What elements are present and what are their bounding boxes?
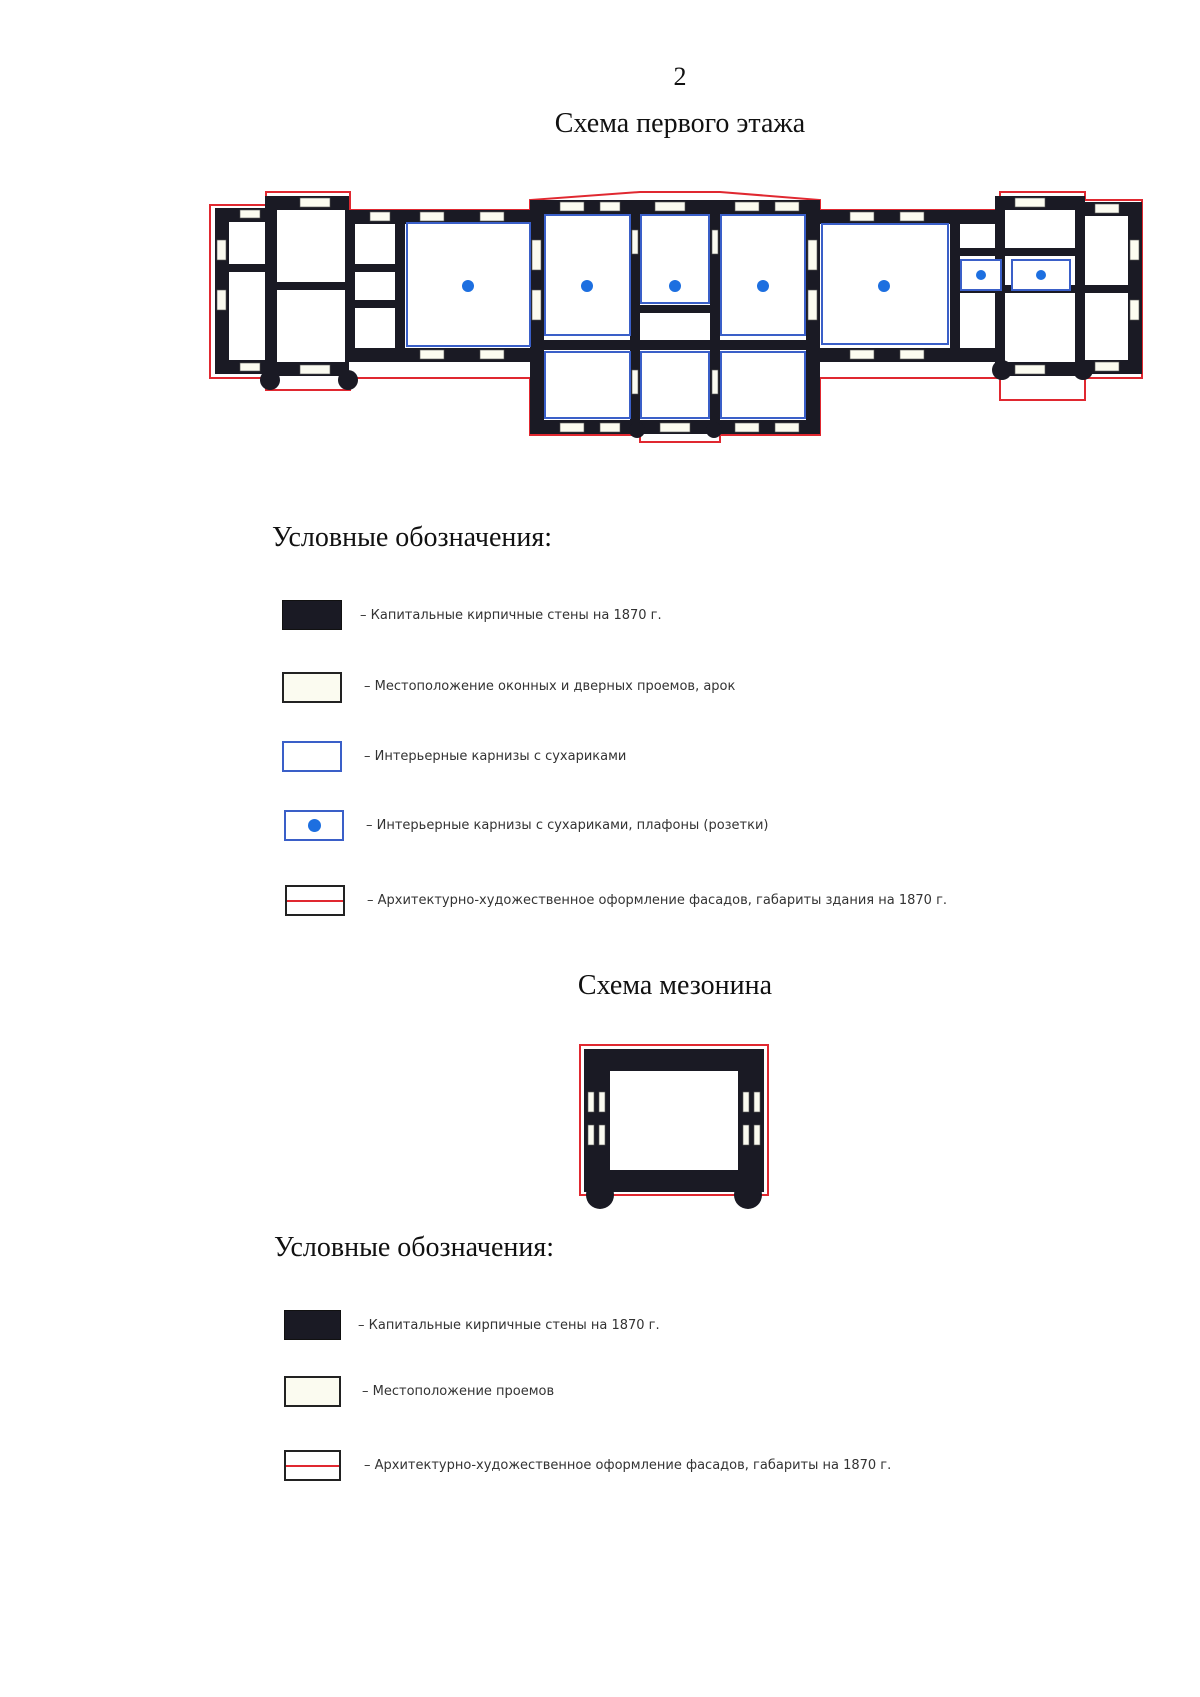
mezzanine-facade-line-icon bbox=[286, 1465, 339, 1467]
first-floor-title: Схема первого этажа bbox=[554, 108, 806, 139]
legend-text-wall: – Капитальные кирпичные стены на 1870 г. bbox=[360, 608, 662, 623]
plan-cornices bbox=[407, 215, 1070, 418]
mezzanine-legend-swatch-wall bbox=[284, 1310, 341, 1340]
facade-line-icon bbox=[287, 900, 343, 902]
mezzanine-title: Схема мезонина bbox=[577, 970, 773, 1001]
first-floor-plan bbox=[0, 180, 1200, 680]
rosette-icon bbox=[308, 819, 321, 832]
legend-swatch-wall bbox=[282, 600, 342, 630]
legend-swatch-facade bbox=[285, 885, 345, 916]
page-number: 2 bbox=[673, 62, 687, 91]
mezzanine-plan bbox=[575, 1040, 775, 1220]
legend-text-opening: – Местоположение оконных и дверных проемов, арок bbox=[364, 679, 736, 694]
mezzanine-legend-text-wall: – Капитальные кирпичные стены на 1870 г. bbox=[358, 1318, 660, 1333]
legend-swatch-cornice bbox=[282, 741, 342, 772]
first-floor-legend-heading: Условные обозначения: bbox=[272, 522, 553, 553]
legend-text-facade: – Архитектурно-художественное оформление фасадов, габариты здания на 1870 г. bbox=[367, 893, 948, 908]
legend-swatch-rosette bbox=[284, 810, 344, 841]
legend-swatch-opening bbox=[282, 672, 342, 703]
mezzanine-legend-swatch-opening bbox=[284, 1376, 341, 1407]
mezzanine-room bbox=[610, 1071, 738, 1170]
mezzanine-legend-text-facade: – Архитектурно-художественное оформление фасадов, габариты на 1870 г. bbox=[364, 1458, 892, 1473]
mezzanine-legend-heading: Условные обозначения: bbox=[274, 1232, 555, 1263]
legend-text-cornice: – Интерьерные карнизы с сухариками bbox=[364, 749, 627, 764]
mezzanine-legend-text-opening: – Местоположение проемов bbox=[362, 1384, 555, 1399]
mezzanine-legend-swatch-facade bbox=[284, 1450, 341, 1481]
legend-text-rosette: – Интерьерные карнизы с сухариками, плафоны (розетки) bbox=[366, 818, 769, 833]
